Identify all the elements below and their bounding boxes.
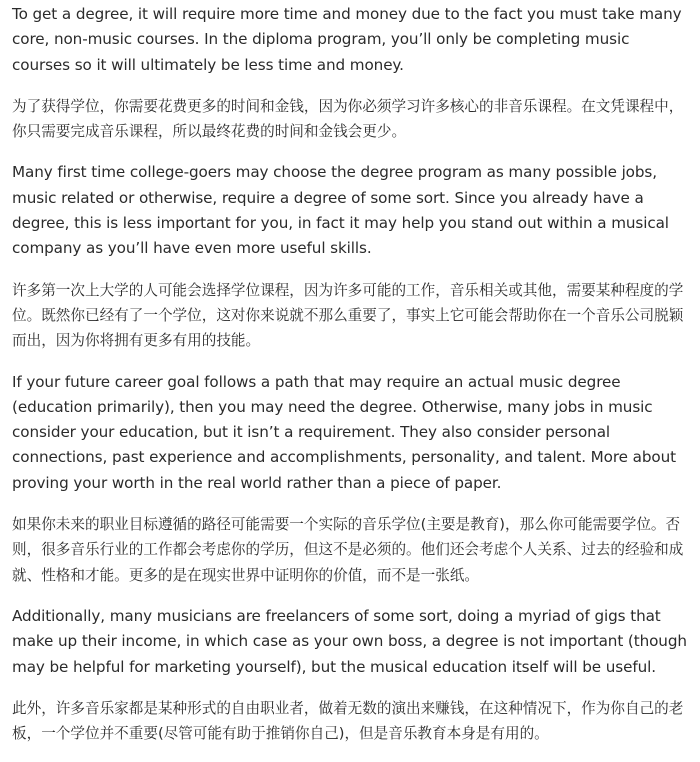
paragraph-zh-4: 此外，许多音乐家都是某种形式的自由职业者，做着无数的演出来赚钱，在这种情况下，作为你自己的老板，一个学位并不重要(尽管可能有助于推销你自己)，但是音乐教育本身是有用的。	[12, 699, 684, 743]
paragraph-zh-3: 如果你未来的职业目标遵循的路径可能需要一个实际的音乐学位(主要是教育)，那么你可能需要学位。否则，很多音乐行业的工作都会考虑你的学历，但这不是必须的。他们还会考虑个人关系、过去的经验和成就、性格和才能。更多的是在现实世界中证明你的价值，而不是一张纸。	[12, 516, 684, 584]
paragraph-en-1: To get a degree, it will require more time and money due to the fact you must take many core, non-music courses. In the diploma program, you’ll only be completing music courses so it will ultimately be less time and money.	[12, 5, 682, 74]
paragraph-en-2: Many first time college-goers may choose the degree program as many possible jobs, music related or otherwise, require a degree of some sort. Since you already have a degree, this is less important for you, in fact it may help you stand out within a musical company as you’ll have even more useful skills.	[12, 163, 669, 258]
document-body	[12, 2, 692, 762]
paragraph-zh-2: 许多第一次上大学的人可能会选择学位课程，因为许多可能的工作，音乐相关或其他，需要某种程度的学位。既然你已经有了一个学位，这对你来说就不那么重要了，事实上它可能会帮助你在一个音乐公司脱颖而出，因为你将拥有更多有用的技能。	[12, 281, 684, 350]
paragraph-en-4: Additionally, many musicians are freelancers of some sort, doing a myriad of gigs that make up their income, in which case as your own boss, a degree is not important (though may be helpful for marketing yourself), but the musical education itself will be useful.	[12, 606, 687, 676]
paragraph-zh-1: 为了获得学位，你需要花费更多的时间和金钱，因为你必须学习许多核心的非音乐课程。在文凭课程中，你只需要完成音乐课程，所以最终花费的时间和金钱会更少。	[12, 97, 684, 141]
paragraph-en-3: If your future career goal follows a path that may require an actual music degree (education primarily), then you may need the degree. Otherwise, many jobs in music consider your education, but it isn’t a requirement. They also consider personal connections, past experience and accomplishments, personality, and talent. More about proving your worth in the real world rather than a piece of paper.	[12, 372, 676, 492]
